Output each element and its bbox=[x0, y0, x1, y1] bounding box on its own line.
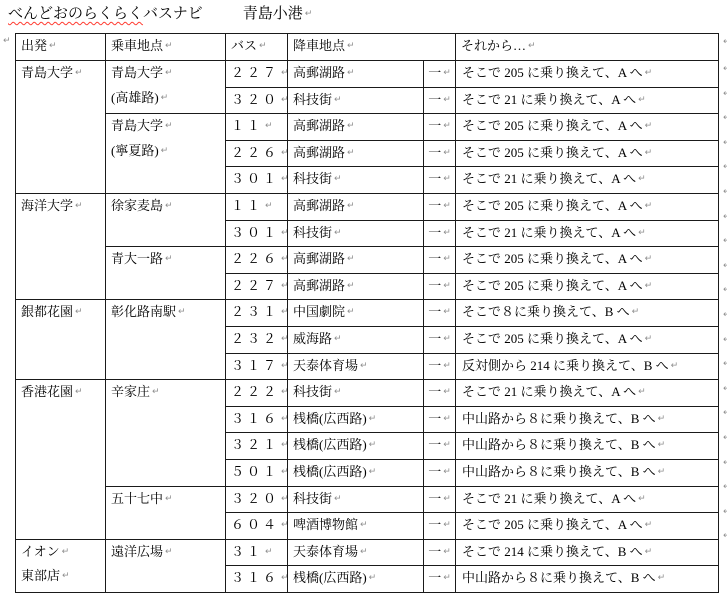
departure-cell: イオン ↵ 東部店 ↵ bbox=[16, 539, 106, 592]
transfer-cell: そこで 21 に乗り換えて、A へ ↵ bbox=[456, 380, 719, 407]
bus-number-cell: ２３１ ↵ bbox=[226, 300, 288, 327]
dash-cell: 一 ↵ bbox=[424, 61, 456, 88]
end-of-row-mark bbox=[721, 380, 727, 405]
transfer-cell: そこで 205 に乗り換えて、A へ ↵ bbox=[456, 61, 719, 88]
dash-cell: 一 ↵ bbox=[424, 300, 456, 327]
transfer-cell: そこで 205 に乗り換えて、A へ ↵ bbox=[456, 513, 719, 540]
bus-number-cell: ３１ ↵ bbox=[226, 539, 288, 566]
dropoff-cell: 科技街 ↵ bbox=[288, 486, 424, 513]
departure-cell: 銀都花園 ↵ bbox=[16, 300, 106, 380]
boarding-cell: 徐家麦島 ↵ bbox=[106, 193, 226, 246]
header-row bbox=[16, 34, 719, 61]
end-of-row-mark bbox=[721, 355, 727, 380]
dash-cell: 一 ↵ bbox=[424, 486, 456, 513]
departure-cell: 香港花園 ↵ bbox=[16, 380, 106, 540]
table-row bbox=[16, 193, 719, 220]
dash-cell: 一 ↵ bbox=[424, 140, 456, 167]
dash-cell: 一 ↵ bbox=[424, 513, 456, 540]
dash-cell: 一 ↵ bbox=[424, 433, 456, 460]
dropoff-cell: 高郵湖路 ↵ bbox=[288, 61, 424, 88]
end-of-row-mark bbox=[721, 331, 727, 356]
header-departure: 出発 ↵ bbox=[16, 34, 106, 61]
bus-route-table bbox=[15, 33, 719, 593]
table-row bbox=[16, 247, 719, 274]
title-destination: 青島小港 ↵ bbox=[243, 6, 313, 22]
end-of-row-mark bbox=[721, 281, 727, 306]
transfer-cell: 中山路から８に乗り換えて、B へ ↵ bbox=[456, 406, 719, 433]
dropoff-cell: 中国劇院 ↵ bbox=[288, 300, 424, 327]
dash-cell: 一 ↵ bbox=[424, 247, 456, 274]
dash-cell: 一 ↵ bbox=[424, 167, 456, 194]
end-of-row-mark bbox=[721, 454, 727, 479]
bus-number-cell: ２２６ ↵ bbox=[226, 140, 288, 167]
boarding-cell: 青島大学 ↵ (寧夏路) ↵ bbox=[106, 114, 226, 194]
bus-number-cell: ２２６ ↵ bbox=[226, 247, 288, 274]
end-of-row-mark bbox=[721, 404, 727, 429]
end-of-row-mark bbox=[721, 478, 727, 503]
header-dropoff: 降車地点 ↵ bbox=[288, 34, 456, 61]
boarding-cell: 青島大学 ↵ (高雄路) ↵ bbox=[106, 61, 226, 114]
header-bus: バス ↵ bbox=[226, 34, 288, 61]
dropoff-cell: 桟橋(広西路) ↵ bbox=[288, 459, 424, 486]
dropoff-cell: 桟橋(広西路) ↵ bbox=[288, 566, 424, 593]
dropoff-cell: 桟橋(広西路) ↵ bbox=[288, 433, 424, 460]
boarding-cell: 青大一路 ↵ bbox=[106, 247, 226, 300]
dash-cell: 一 ↵ bbox=[424, 406, 456, 433]
end-of-row-mark bbox=[721, 60, 727, 85]
bus-number-cell: ３２０ ↵ bbox=[226, 87, 288, 114]
end-of-row-mark bbox=[721, 503, 727, 528]
table-row bbox=[16, 300, 719, 327]
bus-number-cell: ２２７ ↵ bbox=[226, 61, 288, 88]
transfer-cell: そこで 21 に乗り換えて、A へ ↵ bbox=[456, 486, 719, 513]
boarding-cell: 彰化路南駅 ↵ bbox=[106, 300, 226, 380]
title-spellcheck-segment: べんどおのらくらく bbox=[8, 6, 144, 22]
transfer-cell: 中山路から８に乗り換えて、B へ ↵ bbox=[456, 433, 719, 460]
dropoff-cell: 高郵湖路 ↵ bbox=[288, 273, 424, 300]
transfer-cell: そこで 205 に乗り換えて、A へ ↵ bbox=[456, 247, 719, 274]
dash-cell: 一 ↵ bbox=[424, 273, 456, 300]
dash-cell: 一 ↵ bbox=[424, 459, 456, 486]
end-of-row-mark bbox=[721, 109, 727, 134]
table-row bbox=[16, 114, 719, 141]
dash-cell: 一 ↵ bbox=[424, 220, 456, 247]
transfer-cell: そこで８に乗り換えて、B へ ↵ bbox=[456, 300, 719, 327]
bus-number-cell: ３１７ ↵ bbox=[226, 353, 288, 380]
boarding-cell: 辛家庄 ↵ bbox=[106, 380, 226, 486]
dropoff-cell: 高郵湖路 ↵ bbox=[288, 193, 424, 220]
dropoff-cell: 高郵湖路 ↵ bbox=[288, 247, 424, 274]
bus-number-cell: ６０４ ↵ bbox=[226, 513, 288, 540]
end-of-row-mark bbox=[721, 134, 727, 159]
dropoff-cell: 啤酒博物館 ↵ bbox=[288, 513, 424, 540]
end-of-row-mark bbox=[721, 527, 727, 552]
dropoff-cell: 科技街 ↵ bbox=[288, 87, 424, 114]
boarding-cell: 遠洋広場 ↵ bbox=[106, 539, 226, 592]
dropoff-cell: 威海路 ↵ bbox=[288, 326, 424, 353]
dash-cell: 一 ↵ bbox=[424, 326, 456, 353]
dropoff-cell: 桟橋(広西路) ↵ bbox=[288, 406, 424, 433]
table-body bbox=[16, 61, 719, 593]
departure-cell: 青島大学 ↵ bbox=[16, 61, 106, 194]
bus-number-cell: ２２２ ↵ bbox=[226, 380, 288, 407]
end-of-row-marks bbox=[721, 33, 727, 552]
page-title bbox=[8, 3, 312, 25]
header-boarding: 乗車地点 ↵ bbox=[106, 34, 226, 61]
table-header bbox=[16, 34, 719, 61]
bus-number-cell: ３１６ ↵ bbox=[226, 566, 288, 593]
dropoff-cell: 科技街 ↵ bbox=[288, 380, 424, 407]
transfer-cell: そこで 214 に乗り換えて、B へ ↵ bbox=[456, 539, 719, 566]
bus-number-cell: ３０１ ↵ bbox=[226, 167, 288, 194]
transfer-cell: そこで 205 に乗り換えて、A へ ↵ bbox=[456, 114, 719, 141]
boarding-cell: 五十七中 ↵ bbox=[106, 486, 226, 539]
bus-number-cell: ５０１ ↵ bbox=[226, 459, 288, 486]
dropoff-cell: 高郵湖路 ↵ bbox=[288, 140, 424, 167]
dash-cell: 一 ↵ bbox=[424, 566, 456, 593]
table-row bbox=[16, 539, 719, 566]
end-of-row-mark bbox=[721, 257, 727, 282]
end-of-row-mark bbox=[721, 429, 727, 454]
end-of-row-mark bbox=[721, 208, 727, 233]
table-row bbox=[16, 486, 719, 513]
table-row bbox=[16, 380, 719, 407]
transfer-cell: そこで 205 に乗り換えて、A へ ↵ bbox=[456, 140, 719, 167]
bus-number-cell: ２３２ ↵ bbox=[226, 326, 288, 353]
paragraph-mark bbox=[1, 34, 11, 48]
dropoff-cell: 科技街 ↵ bbox=[288, 220, 424, 247]
dash-cell: 一 ↵ bbox=[424, 353, 456, 380]
transfer-cell: そこで 205 に乗り換えて、A へ ↵ bbox=[456, 273, 719, 300]
dash-cell: 一 ↵ bbox=[424, 114, 456, 141]
header-then: それから… ↵ bbox=[456, 34, 719, 61]
bus-number-cell: ２２７ ↵ bbox=[226, 273, 288, 300]
departure-cell: 海洋大学 ↵ bbox=[16, 193, 106, 299]
dash-cell: 一 ↵ bbox=[424, 193, 456, 220]
dropoff-cell: 天泰体育場 ↵ bbox=[288, 539, 424, 566]
transfer-cell: そこで 205 に乗り換えて、A へ ↵ bbox=[456, 193, 719, 220]
bus-number-cell: ３２１ ↵ bbox=[226, 433, 288, 460]
transfer-cell: そこで 21 に乗り換えて、A へ ↵ bbox=[456, 87, 719, 114]
dash-cell: 一 ↵ bbox=[424, 539, 456, 566]
dropoff-cell: 科技街 ↵ bbox=[288, 167, 424, 194]
dash-cell: 一 ↵ bbox=[424, 87, 456, 114]
bus-number-cell: ３０１ ↵ bbox=[226, 220, 288, 247]
transfer-cell: 中山路から８に乗り換えて、B へ ↵ bbox=[456, 459, 719, 486]
transfer-cell: そこで 21 に乗り換えて、A へ ↵ bbox=[456, 167, 719, 194]
end-of-row-mark bbox=[721, 306, 727, 331]
dash-cell: 一 ↵ bbox=[424, 380, 456, 407]
table-row bbox=[16, 61, 719, 88]
bus-number-cell: ３２０ ↵ bbox=[226, 486, 288, 513]
end-of-row-mark bbox=[721, 232, 727, 257]
end-of-row-mark bbox=[721, 158, 727, 183]
dropoff-cell: 天泰体育場 ↵ bbox=[288, 353, 424, 380]
dropoff-cell: 高郵湖路 ↵ bbox=[288, 114, 424, 141]
transfer-cell: 反対側から 214 に乗り換えて、B へ ↵ bbox=[456, 353, 719, 380]
end-of-row-mark bbox=[721, 33, 727, 60]
end-of-row-mark bbox=[721, 183, 727, 208]
bus-number-cell: １１ ↵ bbox=[226, 114, 288, 141]
bus-number-cell: １１ ↵ bbox=[226, 193, 288, 220]
bus-number-cell: ３１６ ↵ bbox=[226, 406, 288, 433]
end-of-row-mark bbox=[721, 85, 727, 110]
transfer-cell: そこで 205 に乗り換えて、A へ ↵ bbox=[456, 326, 719, 353]
transfer-cell: 中山路から８に乗り換えて、B へ ↵ bbox=[456, 566, 719, 593]
transfer-cell: そこで 21 に乗り換えて、A へ ↵ bbox=[456, 220, 719, 247]
title-main-rest: バスナビ bbox=[143, 6, 203, 22]
